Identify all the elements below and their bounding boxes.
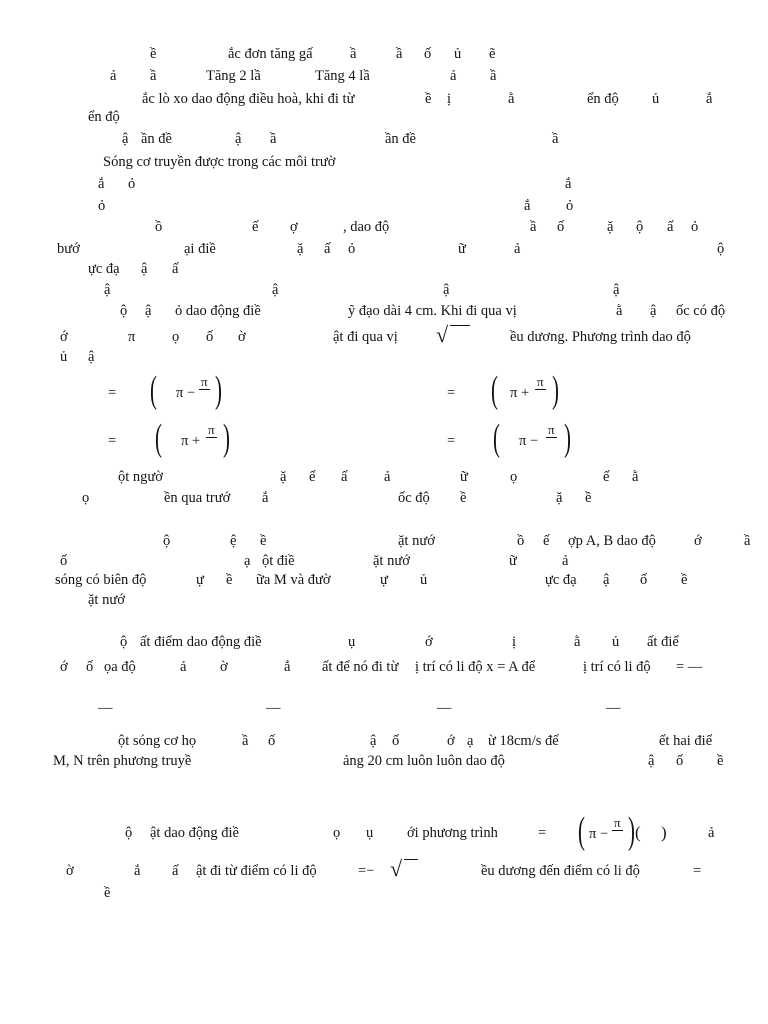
text-fragment: ặt nướ: [88, 592, 125, 608]
text-line: [0, 532, 768, 550]
text-fragment: ền qua trướ: [164, 490, 231, 506]
text-fragment: ề: [717, 753, 724, 769]
text-fragment: ầ: [490, 68, 497, 84]
text-line: [0, 348, 768, 366]
text-fragment: ế: [603, 469, 610, 485]
text-fragment: ất để nó đi từ: [322, 659, 399, 675]
text-fragment: ển độ: [88, 109, 120, 125]
text-fragment: ợ: [290, 219, 298, 235]
text-fragment: ố: [392, 733, 400, 749]
text-fragment: ố: [424, 46, 432, 62]
text-fragment: ầ: [552, 131, 559, 147]
text-fragment: ủ: [612, 634, 620, 650]
text-fragment: ể: [309, 469, 316, 485]
text-line: [0, 108, 768, 126]
text-fragment: ầ: [350, 46, 357, 62]
close-paren: ): [552, 369, 559, 411]
fraction-numerator: π: [548, 422, 555, 437]
text-fragment: ắ: [262, 490, 269, 506]
text-fragment: ặ: [556, 490, 563, 506]
text-fragment: ẽ: [489, 46, 496, 62]
text-fragment: ật dao động điề: [150, 825, 239, 841]
text-fragment: ạ: [467, 733, 474, 749]
text-fragment: ậ: [650, 303, 657, 319]
text-fragment: ọ: [82, 490, 90, 506]
fraction-numerator: π: [614, 815, 621, 830]
text-fragment: ại điề: [184, 241, 216, 257]
text-fragment: π: [128, 329, 136, 345]
text-fragment: ắc lò xo dao động điều hoà, khi đi từ: [142, 91, 355, 107]
text-fragment: ỏ: [691, 219, 699, 235]
text-fragment: ậ: [443, 282, 450, 298]
text-fragment: ị: [512, 634, 517, 650]
open-paren: (: [578, 810, 585, 852]
text-line: [0, 218, 768, 236]
text-fragment: ớ: [60, 329, 68, 345]
square-root-symbol: √: [390, 856, 403, 881]
text-fragment: ới phương trình: [407, 825, 498, 841]
text-fragment: ề: [226, 572, 233, 588]
text-fragment: Tăng 2 lầ: [206, 68, 261, 84]
text-fragment: ự: [380, 572, 388, 588]
text-fragment: ả: [708, 825, 715, 841]
answer-dash: —: [437, 700, 452, 716]
equals-sign: =: [447, 385, 456, 401]
close-paren-small: ): [661, 823, 667, 842]
text-fragment: ần đề: [385, 131, 416, 147]
text-line: [0, 302, 768, 320]
text-fragment: ất điểm dao động điề: [140, 634, 262, 650]
answer-dash: —: [606, 700, 621, 716]
text-fragment: ỏ: [348, 241, 356, 257]
text-fragment: ạ: [244, 553, 251, 569]
text-line: [0, 175, 768, 193]
text-fragment: ữ: [458, 241, 466, 257]
square-root-bar: [404, 859, 418, 860]
text-line: [0, 824, 768, 842]
text-fragment: ộ: [125, 825, 133, 841]
text-fragment: ậ: [272, 282, 279, 298]
text-fragment: ớ: [425, 634, 433, 650]
equals-sign: =: [538, 825, 547, 841]
fraction: [535, 374, 546, 390]
text-line: [0, 45, 768, 63]
text-fragment: ờ: [238, 329, 246, 345]
text-fragment: ấ: [172, 261, 179, 277]
text-fragment: ỹ đạo dài 4 cm. Khi đi qua vị: [348, 303, 517, 319]
text-fragment: ợp A, B dao độ: [568, 533, 656, 549]
text-fragment: ự: [196, 572, 204, 588]
fraction: [546, 422, 557, 438]
text-fragment: bướ: [57, 241, 80, 257]
text-fragment: ị trí có li độ x = A để: [415, 659, 536, 675]
text-fragment: =−: [358, 863, 375, 879]
text-fragment: ấ: [172, 863, 179, 879]
text-fragment: ủ: [420, 572, 428, 588]
text-fragment: ừ 18cm/s để: [488, 733, 559, 749]
text-fragment: ề: [104, 885, 111, 901]
fraction-numerator: π: [201, 374, 208, 389]
text-fragment: ả: [514, 241, 521, 257]
close-paren: ): [215, 369, 222, 411]
text-fragment: ả: [384, 469, 391, 485]
fraction: [612, 815, 623, 831]
text-fragment: ủ: [652, 91, 660, 107]
formula-body: π +: [510, 385, 530, 401]
text-line: [0, 856, 768, 881]
formula-body: π −: [176, 385, 196, 401]
text-fragment: ột điề: [262, 553, 295, 569]
text-fragment: ả: [180, 659, 187, 675]
fraction-numerator: π: [537, 374, 544, 389]
text-fragment: ật đi từ điểm có li độ: [196, 863, 317, 879]
text-fragment: ằ: [508, 91, 515, 107]
text-fragment: ố: [206, 329, 214, 345]
close-paren: ): [564, 417, 571, 459]
text-fragment: ầ: [150, 68, 157, 84]
text-fragment: ậ: [370, 733, 377, 749]
text-fragment: ậ: [88, 349, 95, 365]
text-fragment: ố: [557, 219, 565, 235]
text-fragment: ỏ: [98, 198, 106, 214]
text-fragment: = —: [676, 659, 703, 675]
text-line: [0, 260, 768, 278]
text-fragment: ồ: [155, 219, 163, 235]
text-fragment: ọ: [333, 825, 341, 841]
text-fragment: ệ: [230, 533, 237, 549]
text-line: [0, 752, 768, 770]
text-line: [0, 699, 768, 717]
text-fragment: ằ: [616, 303, 623, 319]
text-fragment: ờ: [66, 863, 74, 879]
text-fragment: ế: [543, 533, 550, 549]
text-line: [0, 153, 768, 171]
text-fragment: ố: [676, 753, 684, 769]
text-line: [0, 884, 768, 902]
text-fragment: ậ: [104, 282, 111, 298]
text-fragment: ộ: [717, 241, 725, 257]
equals-sign: =: [693, 863, 702, 879]
text-fragment: ặ: [607, 219, 614, 235]
text-fragment: ều dương đến điểm có li độ: [481, 863, 640, 879]
text-fragment: ặ: [297, 241, 304, 257]
text-fragment: ậ: [235, 131, 242, 147]
text-fragment: ớ: [60, 659, 68, 675]
text-fragment: ố: [640, 572, 648, 588]
text-fragment: ặ: [280, 469, 287, 485]
text-fragment: ữ: [460, 469, 468, 485]
open-paren: (: [155, 417, 162, 459]
text-fragment: ảng 20 cm luôn luôn dao độ: [343, 753, 505, 769]
text-fragment: ị: [447, 91, 452, 107]
text-fragment: ực đạ: [88, 261, 120, 277]
text-fragment: ần đề: [141, 131, 172, 147]
text-fragment: ật đi qua vị: [333, 329, 398, 345]
text-fragment: ết hai điể: [659, 733, 713, 749]
open-paren: (: [491, 369, 498, 411]
text-line: [0, 240, 768, 258]
text-fragment: ắ: [284, 659, 291, 675]
equals-sign: =: [447, 433, 456, 449]
text-line: [0, 67, 768, 85]
text-fragment: ớ: [447, 733, 455, 749]
text-fragment: ắ: [565, 176, 572, 192]
text-line: [0, 633, 768, 651]
text-fragment: ỏ: [566, 198, 574, 214]
text-fragment: ằ: [632, 469, 639, 485]
text-fragment: ề: [150, 46, 157, 62]
text-fragment: ủ: [454, 46, 462, 62]
text-fragment: ển độ: [587, 91, 619, 107]
text-fragment: ậ: [603, 572, 610, 588]
text-fragment: ột ngườ: [118, 469, 163, 485]
text-line: [0, 571, 768, 589]
text-fragment: ố: [60, 553, 68, 569]
text-fragment: ề: [260, 533, 267, 549]
text-fragment: M, N trên phương truyề: [53, 753, 192, 769]
fraction: [206, 422, 217, 438]
text-fragment: ề: [585, 490, 592, 506]
text-fragment: ỏ: [128, 176, 136, 192]
text-fragment: ề: [460, 490, 467, 506]
text-fragment: ỏ dao động điề: [175, 303, 261, 319]
formula-body: π +: [181, 433, 201, 449]
text-fragment: ấ: [667, 219, 674, 235]
text-fragment: ọa độ: [104, 659, 136, 675]
text-line: [0, 658, 768, 676]
close-paren: ): [223, 417, 230, 459]
text-fragment: ực đạ: [545, 572, 577, 588]
text-fragment: ữ: [509, 553, 517, 569]
text-fragment: ộ: [120, 303, 128, 319]
text-fragment: ấ: [341, 469, 348, 485]
text-fragment: ằ: [574, 634, 581, 650]
answer-dash: —: [98, 700, 113, 716]
text-fragment: , dao độ: [343, 219, 390, 235]
text-fragment: ộ: [636, 219, 644, 235]
text-fragment: ố: [86, 659, 94, 675]
text-fragment: ều dương. Phương trình dao độ: [510, 329, 691, 345]
text-line: [0, 489, 768, 507]
formula-body: π −: [589, 826, 609, 842]
text-fragment: ậ: [648, 753, 655, 769]
text-line: [0, 552, 768, 570]
text-fragment: ớ: [694, 533, 702, 549]
close-paren: ): [628, 810, 635, 852]
text-fragment: ồ: [517, 533, 525, 549]
text-fragment: ấ: [324, 241, 331, 257]
text-fragment: ốc có độ: [676, 303, 726, 319]
text-line: [0, 591, 768, 609]
open-paren: (: [150, 369, 157, 411]
text-fragment: ộ: [120, 634, 128, 650]
text-fragment: ụ: [348, 634, 356, 650]
text-fragment: ột sóng cơ họ: [118, 733, 197, 749]
text-line: [0, 468, 768, 486]
open-paren: (: [493, 417, 500, 459]
text-fragment: ặt nướ: [398, 533, 435, 549]
text-fragment: ậ: [145, 303, 152, 319]
text-line: [0, 322, 768, 347]
answer-dash: —: [266, 700, 281, 716]
text-fragment: ầ: [530, 219, 537, 235]
square-root-symbol: √: [436, 322, 449, 347]
text-fragment: ậ: [122, 131, 129, 147]
text-fragment: ắ: [706, 91, 713, 107]
text-line: [0, 90, 768, 108]
text-fragment: ầ: [242, 733, 249, 749]
text-fragment: ặt nướ: [373, 553, 410, 569]
text-fragment: ị trí có li độ: [583, 659, 651, 675]
text-line: [0, 130, 768, 148]
text-line: [0, 197, 768, 215]
text-fragment: ắ: [98, 176, 105, 192]
text-fragment: ộ: [163, 533, 171, 549]
text-fragment: sóng có biên độ: [55, 572, 147, 588]
text-fragment: ả: [110, 68, 117, 84]
text-line: [0, 732, 768, 750]
text-fragment: ả: [562, 553, 569, 569]
square-root-bar: [450, 325, 470, 326]
text-fragment: ắ: [524, 198, 531, 214]
text-fragment: ế: [252, 219, 259, 235]
equals-sign: =: [108, 433, 117, 449]
text-fragment: ất điể: [647, 634, 679, 650]
text-fragment: ắ: [134, 863, 141, 879]
text-fragment: ầ: [396, 46, 403, 62]
text-fragment: ề: [681, 572, 688, 588]
text-fragment: ọ: [510, 469, 518, 485]
text-fragment: Tăng 4 lầ: [315, 68, 370, 84]
text-fragment: ốc độ: [398, 490, 430, 506]
text-fragment: ậ: [141, 261, 148, 277]
open-paren-small: (: [635, 823, 641, 842]
text-line: [0, 281, 768, 299]
text-fragment: ậ: [613, 282, 620, 298]
text-fragment: ầ: [744, 533, 751, 549]
fraction: [199, 374, 210, 390]
text-fragment: Sóng cơ truyền được trong các môi trườ: [103, 154, 336, 170]
formula-body: π −: [519, 433, 539, 449]
text-fragment: ề: [425, 91, 432, 107]
text-fragment: ọ: [172, 329, 180, 345]
text-fragment: ố: [268, 733, 276, 749]
text-fragment: ữa M và đườ: [256, 572, 331, 588]
equals-sign: =: [108, 385, 117, 401]
text-fragment: ủ: [60, 349, 68, 365]
text-fragment: ắc đơn tăng gấ: [228, 46, 313, 62]
text-fragment: ầ: [270, 131, 277, 147]
text-fragment: ả: [450, 68, 457, 84]
text-fragment: ờ: [220, 659, 228, 675]
text-fragment: ụ: [366, 825, 374, 841]
fraction-numerator: π: [208, 422, 215, 437]
